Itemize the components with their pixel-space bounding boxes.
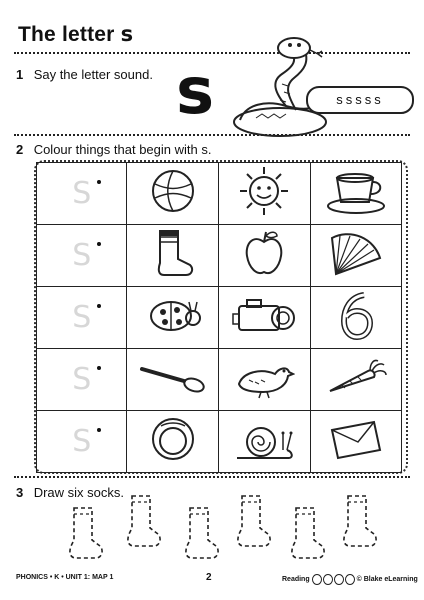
divider [14,52,410,54]
camera-icon [231,292,297,338]
spoon-cell[interactable] [127,349,219,411]
question-instruction: Say the letter sound. [33,67,153,82]
dashed-sock-outline[interactable] [338,494,378,550]
fan-icon [326,228,386,278]
title-letter: s [120,22,134,46]
question-number: 1 [16,67,24,82]
table-row [37,163,402,225]
question-instruction: Colour things that begin with s. [33,142,212,157]
ring-cell[interactable] [127,411,219,473]
sun-cell[interactable] [219,163,310,225]
ladybird-cell[interactable] [127,287,219,349]
envelope-cell[interactable] [310,411,402,473]
trace-cell[interactable] [37,225,127,287]
brand-suffix: © Blake eLearning [356,576,418,583]
section-1-heading [16,66,153,84]
big-letter: s [176,55,215,129]
fan-cell[interactable] [310,225,402,287]
carrot-icon [324,357,388,397]
sound-bubble: sssss [306,86,414,114]
dashed-sock-outline[interactable] [180,506,220,562]
section-2-heading [16,141,211,159]
sock-cell[interactable] [127,225,219,287]
envelope-icon [326,416,386,462]
divider [14,476,410,478]
six-cell[interactable] [310,287,402,349]
question-number: 2 [16,142,24,157]
trace-letter: S [72,424,91,459]
sock-icon [150,227,196,279]
spoon-icon [138,357,208,397]
trace-letter: S [72,362,91,397]
trace-cell[interactable] [37,349,127,411]
ring-icon [148,414,198,464]
bird-icon [233,354,295,400]
trace-cell[interactable] [37,411,127,473]
sun-icon [237,164,291,218]
footer-left: PHONICS • K • UNIT 1: MAP 1 [16,574,114,581]
title-prefix: The letter [18,23,115,46]
dashed-sock-outline[interactable] [232,494,272,550]
picture-grid [36,162,402,473]
dashed-sock-outline[interactable] [64,506,104,562]
apple-icon [241,228,287,278]
divider [14,134,410,136]
snail-icon [233,414,295,464]
cup-cell[interactable] [310,163,402,225]
trace-cell[interactable] [37,287,127,349]
question-instruction: Draw six socks. [33,485,124,500]
section-3-heading [16,484,124,502]
table-row [37,411,402,473]
dashed-sock-outline[interactable] [122,494,162,550]
ball-cell[interactable] [127,163,219,225]
page-number: 2 [206,572,212,583]
footer-brand [282,574,418,585]
cup-and-saucer-icon [323,166,389,216]
table-row [37,287,402,349]
eggs-logo [312,574,355,585]
table-row [37,349,402,411]
table-row [37,225,402,287]
question-number: 3 [16,485,24,500]
page-title [18,22,133,47]
trace-letter: S [72,238,91,273]
ball-icon [148,166,198,216]
trace-letter: S [72,176,91,211]
snail-cell[interactable] [219,411,310,473]
carrot-cell[interactable] [310,349,402,411]
apple-cell[interactable] [219,225,310,287]
trace-cell[interactable] [37,163,127,225]
dashed-sock-outline[interactable] [286,506,326,562]
ladybird-icon [143,292,203,338]
number-six-icon [336,289,376,341]
camera-cell[interactable] [219,287,310,349]
bird-cell[interactable] [219,349,310,411]
trace-letter: S [72,300,91,335]
brand-prefix: Reading [282,576,310,583]
